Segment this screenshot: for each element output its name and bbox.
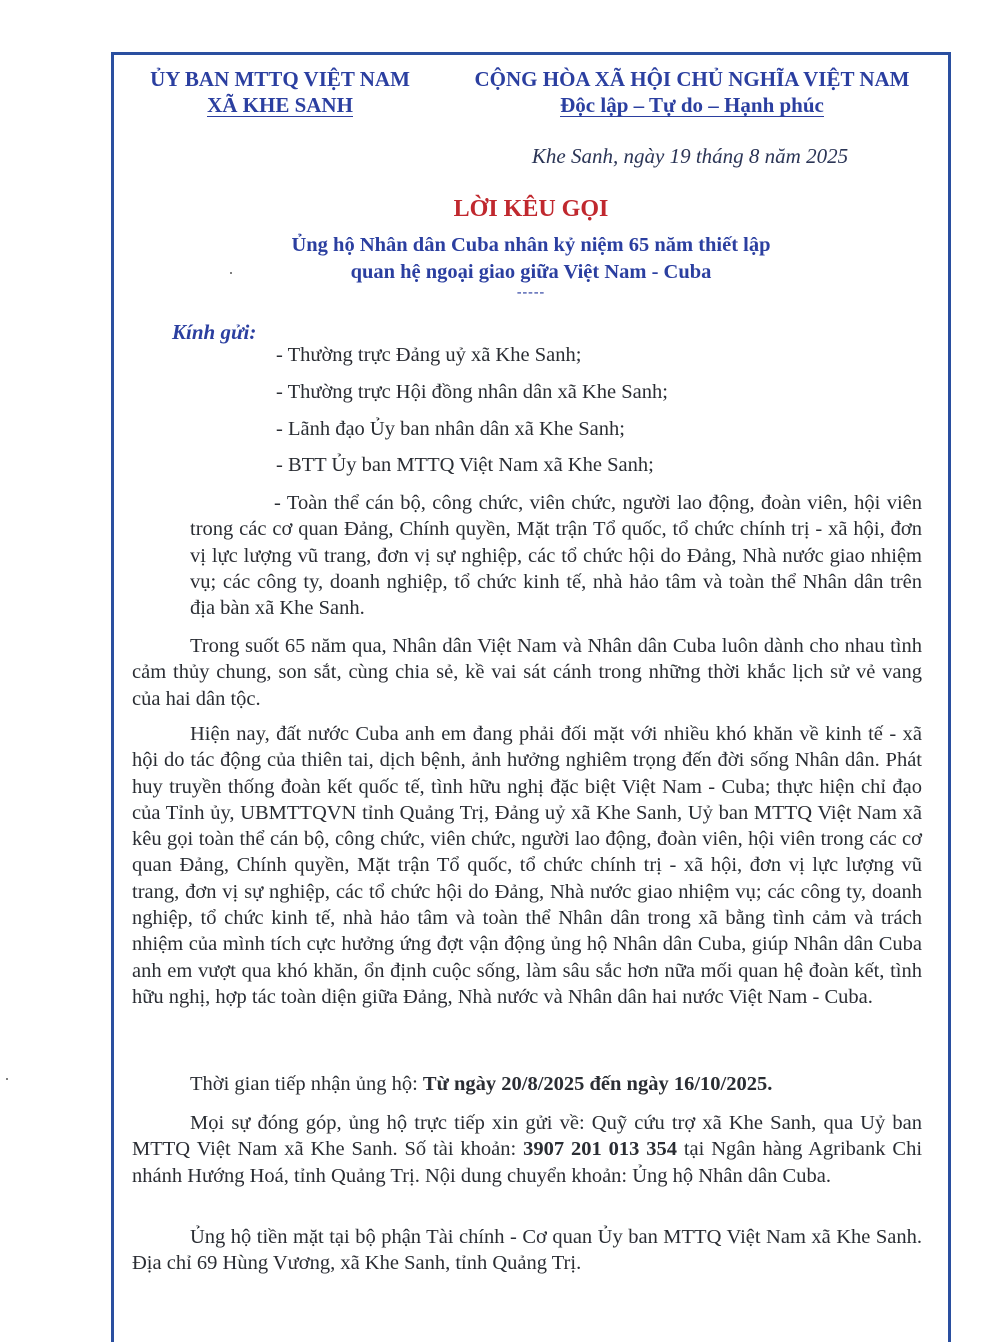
national-header [462,66,922,118]
timeframe-label: Thời gian tiếp nhận ủng hộ: [190,1073,423,1095]
recipient-item: - Lãnh đạo Ủy ban nhân dân xã Khe Sanh; [276,418,625,440]
bank-account-number: 3907 201 013 354 [523,1138,677,1161]
bank-transfer-intro: Mọi sự đóng góp, ủng hộ trực tiếp xin gửi về: Quỹ cứu trợ xã Khe Sanh, qua Uỷ ban MTTQ Việt Nam xã Khe Sanh. Số tài khoản: [132,1112,922,1161]
document-subtitle [111,232,951,286]
recipient-item: - Thường trực Đảng uỷ xã Khe Sanh; [276,344,582,366]
body-paragraph-bank-transfer [132,1110,922,1189]
subtitle-line1: Ủng hộ Nhân dân Cuba nhân kỷ niệm 65 năm thiết lập [291,234,771,256]
timeframe-value: Từ ngày 20/8/2025 đến ngày 16/10/2025. [422,1073,773,1095]
nation-name: CỘNG HÒA XÃ HỘI CHỦ NGHĨA VIỆT NAM [474,67,910,91]
nation-motto: Độc lập – Tự do – Hạnh phúc [560,93,824,117]
salutation: Kính gửi: [172,320,257,344]
place-date-line: Khe Sanh, ngày 19 tháng 8 năm 2025 [531,144,849,168]
subtitle-line2: quan hệ ngoại giao giữa Việt Nam - Cuba [350,261,712,283]
org-name-line1: ỦY BAN MTTQ VIỆT NAM [150,67,410,91]
recipient-item: - BTT Ủy ban MTTQ Việt Nam xã Khe Sanh; [276,454,654,476]
body-paragraph-history: Trong suốt 65 năm qua, Nhân dân Việt Nam và Nhân dân Cuba luôn dành cho nhau tình cảm thủy chung, son sắt, cùng chia sẻ, kề vai sát cánh trong những thời khắc lịch sử vẻ vang của hai dân tộc. [132,635,922,710]
org-name-line2: XÃ KHE SANH [207,93,353,117]
body-paragraph-timeframe [132,1071,922,1097]
title-divider: ----- [516,285,546,300]
scan-speck [6,1078,8,1080]
recipient-item-all-members: - Toàn thể cán bộ, công chức, viên chức, người lao động, đoàn viên, hội viên trong các cơ quan Đảng, Chính quyền, Mặt trận Tổ quốc, tổ chức chính trị - xã hội, đơn vị lực lượng vũ trang, đơn vị sự nghiệp, các tổ chức hội do Đảng, Nhà nước giao nhiệm vụ; các công ty, doanh nghiệp, tổ chức kinh tế, nhà hảo tâm và toàn thể Nhân dân trên địa bàn xã Khe Sanh. [190,492,922,620]
document-title: LỜI KÊU GỌI [453,196,609,222]
body-paragraph-cash-donation: Ủng hộ tiền mặt tại bộ phận Tài chính - Cơ quan Ủy ban MTTQ Việt Nam xã Khe Sanh. Địa chỉ 69 Hùng Vương, xã Khe Sanh, tỉnh Quảng Trị. [132,1226,922,1275]
scan-speck [230,272,232,274]
bank-transfer-details: tại Ngân hàng Agribank Chi nhánh Hướng Hoá, tỉnh Quảng Trị. Nội dung chuyển khoản: Ủng hộ Nhân dân Cuba. [132,1138,923,1187]
recipient-item: - Thường trực Hội đồng nhân dân xã Khe Sanh; [276,381,668,403]
body-paragraph-appeal: Hiện nay, đất nước Cuba anh em đang phải đối mặt với nhiều khó khăn về kinh tế - xã hội do tác động của thiên tai, dịch bệnh, ảnh hưởng nghiêm trọng đến đời sống Nhân dân. Phát huy truyền thống đoàn kết quốc tế, tình hữu nghị đặc biệt Việt Nam - Cuba; thực hiện chỉ đạo của Tỉnh ủy, UBMTTQVN tỉnh Quảng Trị, Đảng uỷ xã Khe Sanh, Uỷ ban MTTQ Việt Nam xã kêu gọi toàn thể cán bộ, công chức, viên chức, người lao động, đoàn viên, hội viên trong các cơ quan Đảng, Chính quyền, Mặt trận Tổ quốc, tổ chức chính trị - xã hội, đơn vị lực lượng vũ trang, đơn vị sự nghiệp, các tổ chức hội do Đảng, Nhà nước giao nhiệm vụ; các công ty, doanh nghiệp, tổ chức kinh tế, nhà hảo tâm và toàn thể Nhân dân trong xã bằng tình cảm và trách nhiệm của mình tích cực hưởng ứng đợt vận động ủng hộ Nhân dân Cuba, giúp Nhân dân Cuba anh em vượt qua khó khăn, ổn định cuộc sống, làm sâu sắc hơn nữa mối quan hệ đoàn kết, tình hữu nghị, hợp tác toàn diện giữa Đảng, Nhà nước và Nhân dân hai nước Việt Nam - Cuba. [132,723,922,1008]
issuing-organization-header [130,66,430,118]
